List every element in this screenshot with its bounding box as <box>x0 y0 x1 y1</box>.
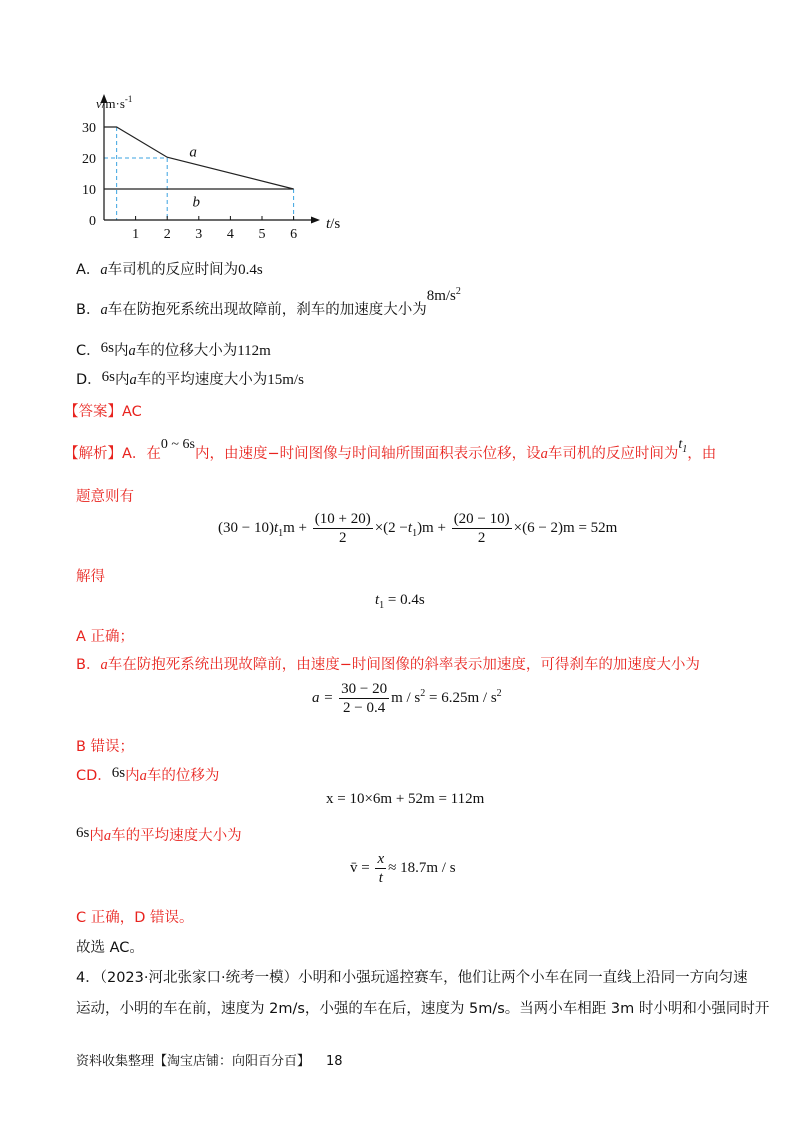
choose-line: 故选 AC。 <box>76 940 144 956</box>
equation-average-velocity: v̄ = $\frac{x}{t}$ ≈ 18.7m / s <box>350 851 456 886</box>
analysis-line-2: 题意则有 <box>76 489 134 505</box>
y-tick-label-20: 20 <box>82 152 96 167</box>
chart-svg <box>60 88 340 238</box>
x-axis-arrow <box>311 217 320 224</box>
velocity-time-chart <box>60 88 340 238</box>
option-a: A．a车司机的反应时间为0.4s <box>76 262 263 278</box>
footer: 资料收集整理【淘宝店铺：向阳百分百】 18 <box>76 1054 343 1069</box>
b-analysis: B．a车在防抱死系统出现故障前，由速度−时间图像的斜率表示加速度，可得刹车的加速度大小为 <box>76 657 700 673</box>
cd-analysis: CD．6s内a车的位移为 <box>76 765 220 784</box>
equation-displacement: $(30 - 10)t_1m$ + $\frac{(10 + 20)}{2}$ $\times(2 -t_1)m$ + $\frac{(20 - 10)}{2}$ ×(6 − 2)m = 52m <box>218 511 618 546</box>
answer: 【答案】AC <box>64 404 142 420</box>
series-label-b: b <box>192 194 200 211</box>
y-axis-label: $v/m\cdot s^{-1}$ <box>96 94 133 111</box>
x-axis-label: t/s <box>326 216 340 232</box>
y-tick-label-30: 30 <box>82 121 96 136</box>
c-correct: C 正确，D 错误。 <box>76 910 194 926</box>
option-b: B．a车在防抱死系统出现故障前，刹车的加速度大小为$8m/s^2$ <box>76 286 461 318</box>
series-label-a: a <box>189 144 197 161</box>
x-tick-label-5: 5 <box>258 227 266 238</box>
x-tick-label-1: 1 <box>132 227 140 238</box>
avg-velocity-line: 6s内a车的平均速度大小为 <box>76 825 242 844</box>
question-4-line-1: 4．（2023·河北张家口·统考一模）小明和小强玩遥控赛车，他们让两个小车在同一直线上沿同一方向匀速 <box>76 970 748 986</box>
equation-reaction-time: $t_1 = 0.4s$ <box>375 592 425 611</box>
equation-acceleration: a = $\frac{30 - 20}{2 - 0.4}$ $m / s^2 = 6.25m / s^2$ <box>312 681 502 716</box>
x-tick-label-3: 3 <box>195 227 203 238</box>
x-tick-label-4: 4 <box>226 227 234 238</box>
b-wrong: B 错误； <box>76 739 135 755</box>
option-c: C．6s内a车的位移大小为112m <box>76 340 271 359</box>
solve-label: 解得 <box>76 569 105 585</box>
y-tick-label-0: 0 <box>89 214 96 229</box>
equation-total-displacement: x = 10×6m + 52m = 112m <box>326 791 485 807</box>
question-4-line-2: 运动，小明的车在前，速度为 2m/s，小强的车在后，速度为 5m/s。当两小车相距 3m 时小明和小强同时开 <box>76 1001 770 1017</box>
x-tick-label-6: 6 <box>290 227 298 238</box>
option-d: D．6s内a车的平均速度大小为15m/s <box>76 369 304 388</box>
x-tick-label-2: 2 <box>163 227 171 238</box>
y-tick-label-10: 10 <box>82 183 96 198</box>
a-correct: A 正确； <box>76 629 135 645</box>
analysis-line-1: 【解析】A．在0 ~ 6s内，由速度−时间图像与时间轴所围面积表示位移，设a车司机的反应时间为$t_1$，由 <box>64 437 717 462</box>
